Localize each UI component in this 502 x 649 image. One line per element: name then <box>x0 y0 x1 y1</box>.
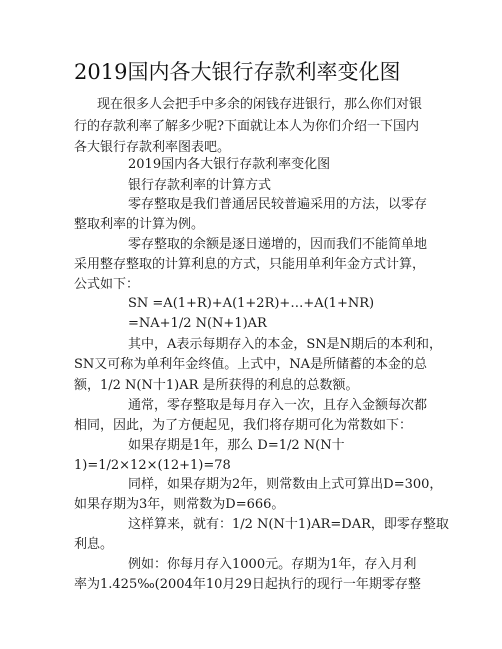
paragraph-line: 通常，零存整取是每月存入一次，且存入金额每次都 <box>128 398 428 413</box>
subheading-line: 2019国内各大银行存款利率变化图 <box>128 157 331 172</box>
paragraph-line: 现在很多人会把手中多余的闲钱存进银行，那么你们对银 <box>97 97 423 112</box>
subheading-line: 银行存款利率的计算方式 <box>128 178 272 193</box>
paragraph-line: 零存整取的余额是逐日递增的，因而我们不能简单地 <box>128 237 428 252</box>
paragraph-line: 采用整存整取的计算利息的方式，只能用单利年金方式计算， <box>74 257 426 272</box>
formula-line: SN =A(1+R)+A(1+2R)+…+A(1+NR) <box>128 296 375 311</box>
paragraph-line: 这样算来，就有：1/2 N(N十1)AR=DAR，即零存整取 <box>128 517 449 532</box>
paragraph-line: 利息。 <box>74 537 114 552</box>
paragraph-line: 其中，A表示每期存入的本金，SN是N期后的本利和， <box>128 337 443 352</box>
paragraph-line: 各大银行存款利率图表吧。 <box>74 140 231 155</box>
paragraph-line: 例如：你每月存入1000元。存期为1年，存入月利 <box>128 557 417 572</box>
paragraph-line: 同样，如果存期为2年，则常数由上式可算出D=300， <box>128 477 443 492</box>
paragraph-line: 如果存期为3年，则常数为D=666。 <box>74 497 285 512</box>
paragraph-line: 公式如下： <box>74 277 140 292</box>
paragraph-line: 率为1.425‰(2004年10月29日起执行的现行一年期零存整 <box>74 577 421 592</box>
paragraph-line: 行的存款利率了解多少呢?下面就让本人为你们介绍一下国内 <box>74 119 419 134</box>
paragraph-line: 1)=1/2×12×(12+1)=78 <box>74 458 231 473</box>
paragraph-line: 整取利率的计算为例。 <box>74 217 205 232</box>
document-title: 2019国内各大银行存款利率变化图 <box>74 60 401 84</box>
paragraph-line: SN又可称为单利年金终值。上式中，NA是所储蓄的本金的总 <box>74 357 428 372</box>
paragraph-line: 相同，因此，为了方便起见，我们将存期可化为常数如下： <box>74 418 413 433</box>
paragraph-line: 如果存期是1年，那么 D=1/2 N(N十 <box>128 438 345 453</box>
formula-line: =NA+1/2 N(N+1)AR <box>128 316 267 331</box>
paragraph-line: 零存整取是我们普通居民较普遍采用的方法，以零存 <box>128 197 428 212</box>
paragraph-line: 额，1/2 N(N十1)AR 是所获得的利息的总数额。 <box>74 378 359 393</box>
